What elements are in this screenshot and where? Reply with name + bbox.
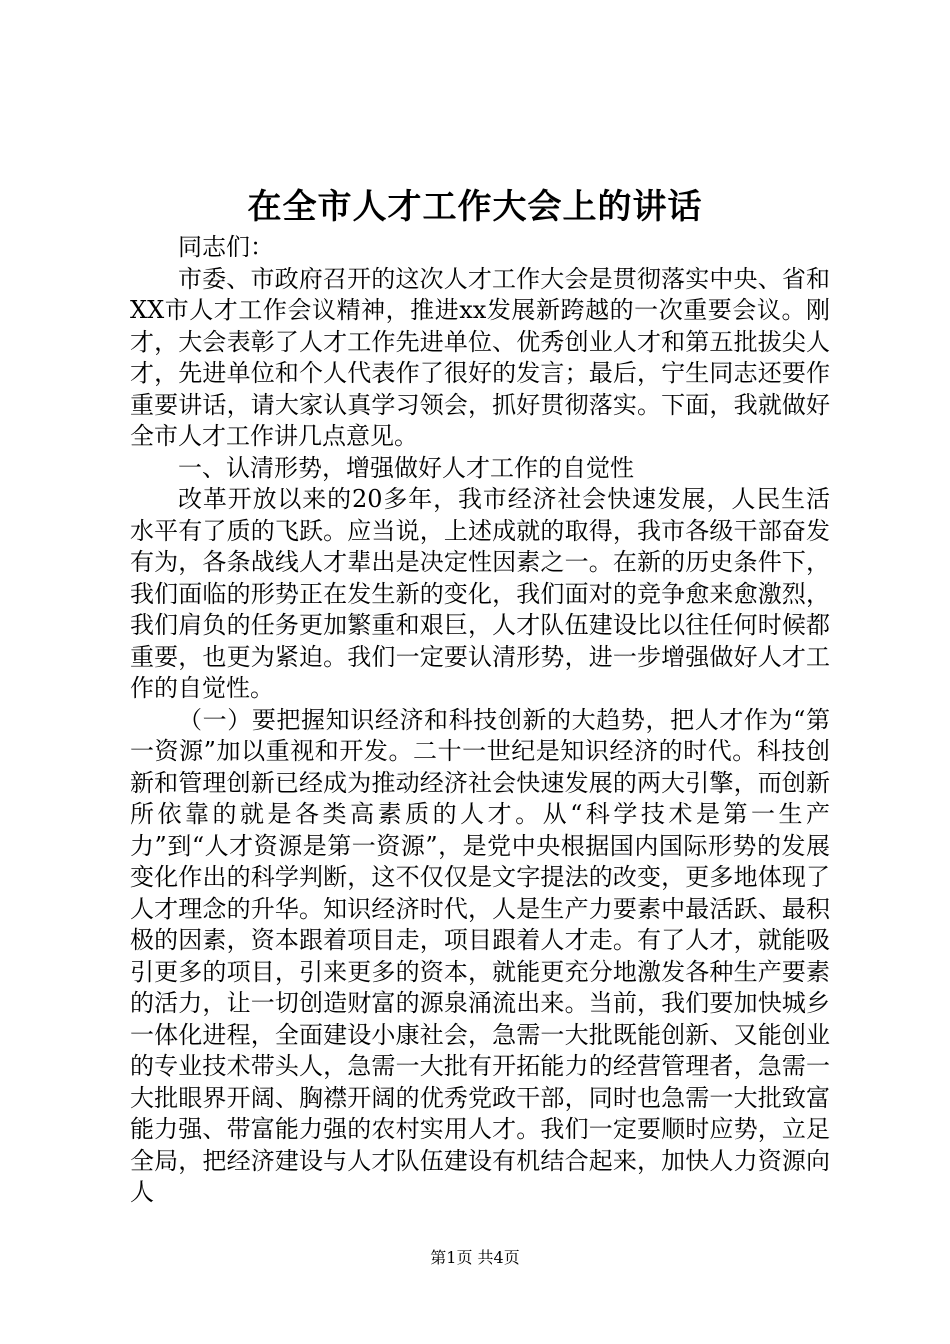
page-indicator: 第1页 共4页	[430, 1248, 520, 1267]
paragraph-situation: 改革开放以来的20多年，我市经济社会快速发展，人民生活水平有了质的飞跃。应当说，上述成就的取得，我市各级干部奋发有为，各条战线人才辈出是决定性因素之一。在新的历史条件下，我们面临的形势正在发生新的变化，我们面对的竞争愈来愈激烈，我们肩负的任务更加繁重和艰巨，人才队伍建设比以往任何时候都重要，也更为紧迫。我们一定要认清形势，进一步增强做好人才工作的自觉性。	[130, 485, 830, 702]
document-body	[130, 232, 830, 1209]
salutation: 同志们：	[178, 233, 274, 261]
section-heading-1: 一、认清形势，增强做好人才工作的自觉性	[178, 453, 634, 482]
document-title: 在全市人才工作大会上的讲话	[247, 187, 703, 227]
paragraph-subpoint-1: （一）要把握知识经济和科技创新的大趋势，把人才作为“第一资源”加以重视和开发。二十一世纪是知识经济的时代。科技创新和管理创新已经成为推动经济社会快速发展的两大引擎，而创新所依靠的就是各类高素质的人才。从“科学技术是第一生产力”到“人才资源是第一资源”，是党中央根据国内国际形势的发展变化作出的科学判断，这不仅仅是文字提法的改变，更多地体现了人才理念的升华。知识经济时代，人是生产力要素中最活跃、最积极的因素，资本跟着项目走，项目跟着人才走。有了人才，就能吸引更多的项目，引来更多的资本，就能更充分地激发各种生产要素的活力，让一切创造财富的源泉涌流出来。当前，我们要加快城乡一体化进程，全面建设小康社会，急需一大批既能创新、又能创业的专业技术带头人，急需一大批有开拓能力的经营管理者，急需一大批眼界开阔、胸襟开阔的优秀党政干部，同时也急需一大批致富能力强、带富能力强的农村实用人才。我们一定要顺时应势，立足全局，把经济建设与人才队伍建设有机结合起来，加快人力资源向人	[130, 705, 830, 1206]
paragraph-intro: 市委、市政府召开的这次人才工作大会是贯彻落实中央、省和XX市人才工作会议精神，推进xx发展新跨越的一次重要会议。刚才，大会表彰了人才工作先进单位、优秀创业人才和第五批拔尖人才，先进单位和个人代表作了很好的发言；最后，宁生同志还要作重要讲话，请大家认真学习领会，抓好贯彻落实。下面，我就做好全市人才工作讲几点意见。	[130, 264, 830, 450]
